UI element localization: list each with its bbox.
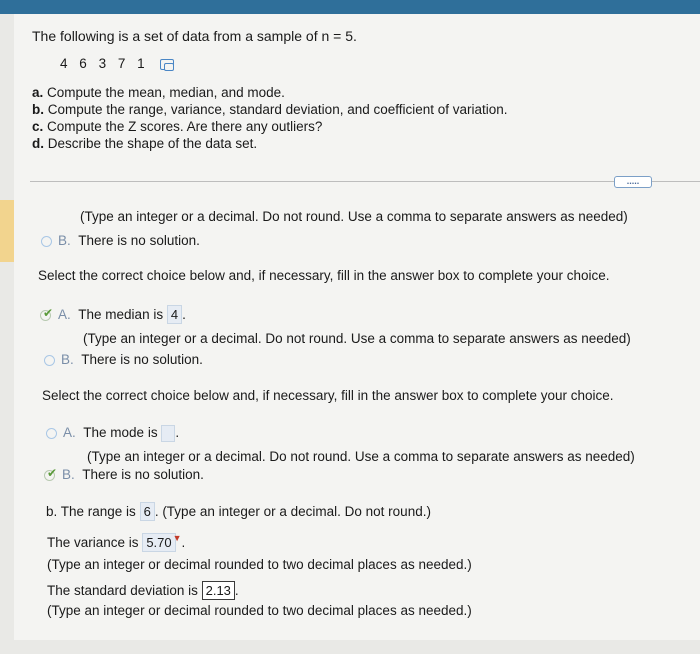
copy-icon[interactable]: [160, 59, 174, 70]
stddev-line: The standard deviation is 2.13 .: [47, 583, 239, 598]
data-value: 1: [137, 56, 146, 71]
checked-radio-icon[interactable]: [44, 469, 60, 482]
variance-line: The variance is 5.70▼.: [47, 533, 186, 550]
incorrect-mark-icon: ▼: [172, 533, 182, 543]
median-prompt: Select the correct choice below and, if necessary, fill in the answer box to complete your choice.: [38, 268, 610, 283]
radio-button[interactable]: [46, 428, 57, 439]
data-value: 6: [79, 56, 88, 71]
top-bar: [0, 0, 700, 14]
task-item: d. Describe the shape of the data set.: [32, 136, 258, 151]
data-value: 4: [60, 56, 69, 71]
range-answer-box[interactable]: 6: [140, 502, 155, 521]
median-hint: (Type an integer or a decimal. Do not round. Use a comma to separate answers as needed): [83, 331, 631, 346]
range-line: b. The range is 6 . (Type an integer or a decimal. Do not round.): [46, 504, 431, 519]
radio-button[interactable]: [41, 236, 52, 247]
mode-choice-a[interactable]: A. The mode is .: [46, 425, 179, 442]
variance-answer-box[interactable]: 5.70: [142, 533, 175, 552]
mode-hint: (Type an integer or a decimal. Do not round. Use a comma to separate answers as needed): [87, 449, 635, 464]
data-set: [60, 56, 174, 71]
mean-hint: (Type an integer or a decimal. Do not round. Use a comma to separate answers as needed): [80, 209, 628, 224]
task-list: [32, 84, 508, 152]
median-choice-b[interactable]: B. There is no solution.: [44, 352, 203, 367]
mode-prompt: Select the correct choice below and, if necessary, fill in the answer box to complete your choice.: [42, 388, 614, 403]
checked-radio-icon[interactable]: [40, 309, 56, 322]
question-intro: The following is a set of data from a sample of n = 5.: [32, 28, 357, 44]
data-value: 3: [98, 56, 107, 71]
left-highlight-strip: [0, 200, 14, 262]
stddev-hint: (Type an integer or decimal rounded to two decimal places as needed.): [47, 603, 472, 618]
radio-button[interactable]: [44, 355, 55, 366]
data-value: 7: [117, 56, 126, 71]
task-item: b. Compute the range, variance, standard deviation, and coefficient of variation.: [32, 102, 508, 117]
mode-choice-b[interactable]: ✔B. There is no solution.: [44, 467, 204, 482]
median-choice-a[interactable]: ✔A. The median is 4 .: [40, 305, 186, 324]
task-item: c. Compute the Z scores. Are there any outliers?: [32, 119, 323, 134]
mode-answer-box[interactable]: [161, 425, 175, 442]
stddev-answer-box[interactable]: 2.13: [202, 581, 235, 600]
task-item: a. Compute the mean, median, and mode.: [32, 85, 285, 100]
variance-hint: (Type an integer or decimal rounded to two decimal places as needed.): [47, 557, 472, 572]
more-button[interactable]: .....: [614, 176, 652, 188]
mean-choice-b[interactable]: B. There is no solution.: [41, 233, 200, 248]
median-answer-box[interactable]: 4: [167, 305, 182, 324]
section-divider: [30, 181, 700, 182]
